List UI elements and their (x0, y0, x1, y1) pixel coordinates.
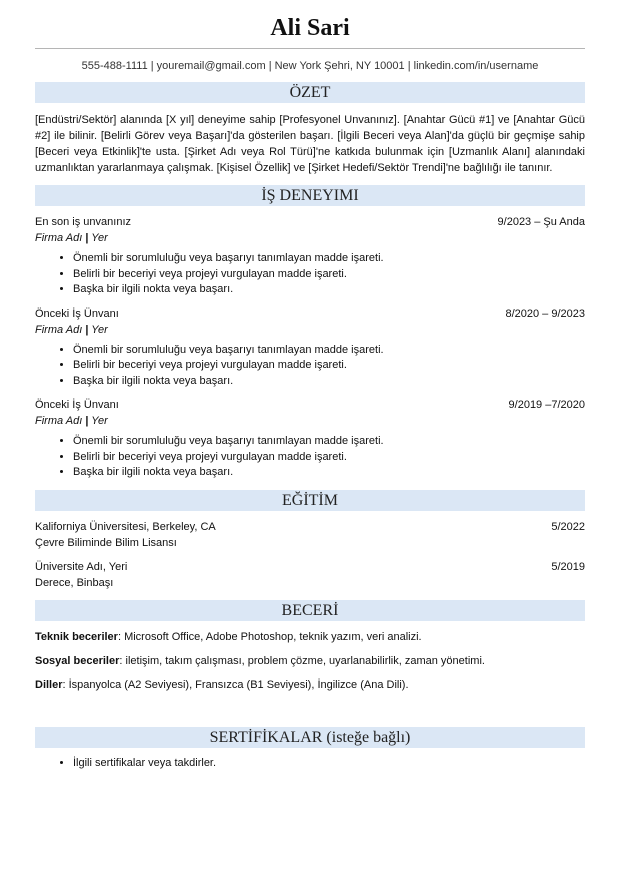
job-entry (35, 307, 585, 390)
education-entry (35, 560, 585, 591)
section-skills-heading: BECERİ (35, 600, 585, 621)
summary-paragraph: [Endüstri/Sektör] alanında [X yıl] deneyime sahip [Profesyonel Unvanınız]. [Anahtar Gücü #1] ve [Anahtar Gücü #2] ile bilinir. [Belirli Görev veya Başarı]'da gösterilen başarı. [İlgili Beceri veya Alan]'da güçlü bir geçmişe sahip [Beceri veya Etkinlik]'te usta. [Şirket Adı veya Rol Türü]'ne katkıda bulunmak için [Uzmanlık Alanı] alanındaki uzmanlıktan yararlanmaya çalışmak. [Kişisel Özellik] ve [Şirket Hedefi/Sektör Trendi]'ne bağlılığı ile tanınır. (35, 114, 585, 174)
job-entry (35, 215, 585, 298)
job-location: Yer (91, 323, 108, 336)
job-bullet: • Başka bir ilgili nokta veya başarı. (73, 465, 585, 481)
certification-list (35, 756, 585, 772)
job-bullet: • Önemli bir sorumluluğu veya başarıyı tanımlayan madde işareti. (73, 434, 585, 450)
job-separator: | (85, 232, 89, 244)
candidate-name: Ali Sari (270, 15, 350, 41)
job-dates: 8/2020 – 9/2023 (505, 307, 585, 320)
section-experience-heading: İŞ DENEYIMI (35, 185, 585, 206)
job-bullets (35, 343, 585, 390)
skill-value: : Microsoft Office, Adobe Photoshop, teknik yazım, veri analizi. (117, 630, 422, 643)
job-title: Önceki İş Ünvanı (35, 399, 119, 411)
job-bullet: • Belirli bir beceriyi veya projeyi vurgulayan madde işareti. (73, 267, 585, 283)
job-company: Firma Adı (35, 232, 83, 244)
job-bullet: • Başka bir ilgili nokta veya başarı. (73, 374, 585, 390)
school-name: Kaliforniya Üniversitesi, Berkeley, CA (35, 520, 216, 533)
job-title: Önceki İş Ünvanı (35, 307, 119, 320)
skill-line (35, 654, 585, 669)
header-divider (35, 48, 585, 49)
skill-label: Sosyal beceriler (35, 654, 120, 667)
job-bullets (35, 434, 585, 481)
job-bullets (35, 251, 585, 298)
skill-label: Diller (35, 678, 63, 691)
contact-line: 555-488-1111 | youremail@gmail.com | New York Şehri, NY 10001 | linkedin.com/in/username (81, 60, 539, 72)
section-summary-heading: ÖZET (35, 82, 585, 103)
graduation-date: 5/2019 (551, 560, 585, 573)
skill-value: : iletişim, takım çalışması, problem çözme, uyarlanabilirlik, zaman yönetimi. (119, 654, 485, 667)
job-entry (35, 398, 585, 481)
job-bullet: • Önemli bir sorumluluğu veya başarıyı tanımlayan madde işareti. (73, 251, 585, 267)
job-bullet: • Başka bir ilgili nokta veya başarı. (73, 282, 585, 298)
job-location: Yer (91, 232, 108, 244)
job-dates: 9/2019 –7/2020 (508, 399, 585, 411)
job-bullet: • Belirli bir beceriyi veya projeyi vurgulayan madde işareti. (73, 450, 585, 466)
certification-item: • İlgili sertifikalar veya takdirler. (73, 756, 585, 772)
job-bullet: • Belirli bir beceriyi veya projeyi vurgulayan madde işareti. (73, 358, 585, 374)
job-separator: | (85, 323, 89, 336)
job-bullet: • Önemli bir sorumluluğu veya başarıyı tanımlayan madde işareti. (73, 343, 585, 359)
job-separator: | (85, 415, 89, 427)
section-certifications-heading: SERTİFİKALAR (isteğe bağlı) (35, 727, 585, 748)
job-company: Firma Adı (35, 323, 83, 336)
degree: Derece, Binbaşı (35, 576, 114, 589)
job-company: Firma Adı (35, 415, 83, 427)
job-dates: 9/2023 – Şu Anda (497, 216, 585, 228)
job-location: Yer (91, 415, 108, 427)
skill-label: Teknik beceriler (35, 630, 118, 643)
skill-line (35, 630, 585, 645)
job-title: En son iş unvanınız (35, 216, 132, 228)
graduation-date: 5/2022 (551, 520, 585, 533)
school-name: Üniversite Adı, Yeri (35, 560, 128, 573)
degree: Çevre Biliminde Bilim Lisansı (35, 536, 177, 549)
education-entry (35, 520, 585, 551)
skill-line (35, 678, 585, 693)
skill-value: : İspanyolca (A2 Seviyesi), Fransızca (B1 Seviyesi), İngilizce (Ana Dili). (62, 678, 409, 691)
section-education-heading: EĞİTİM (35, 490, 585, 511)
